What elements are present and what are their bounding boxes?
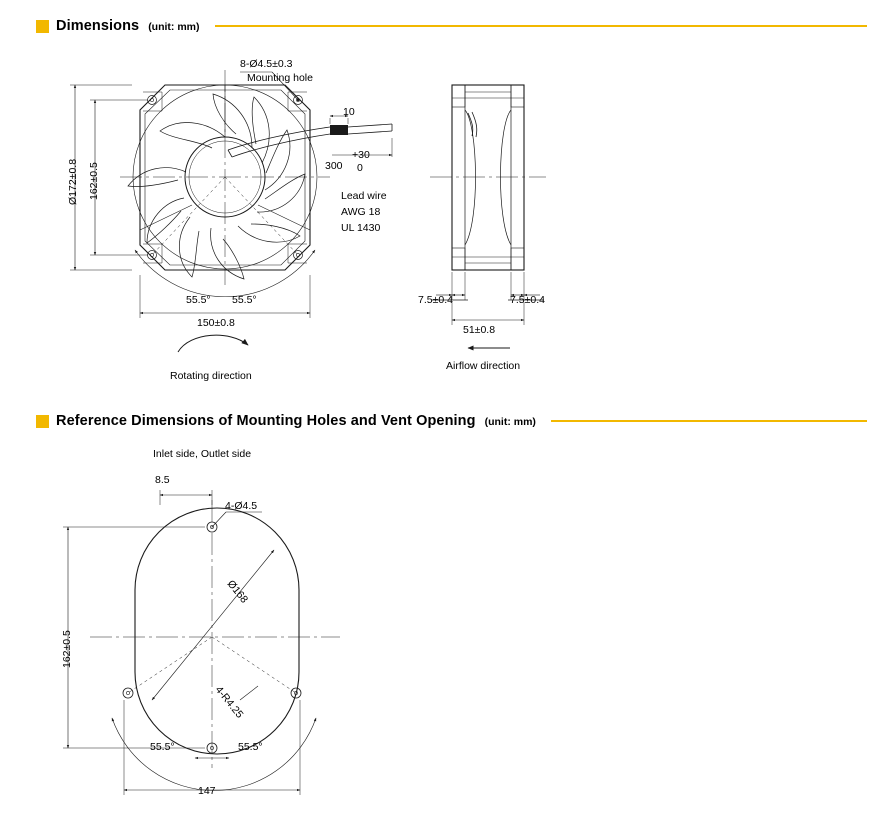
label-mount-height-162: 162±0.5 [61,630,73,668]
label-mount-angle-right: 55.5° [238,741,263,753]
label-lead-ul: UL 1430 [341,222,381,234]
label-mounting-hole-4: 4-Ø4.5 [225,500,258,512]
fan-side-view [430,85,546,270]
rotating-direction-arrow [178,335,248,352]
label-lead-tol-minus: 0 [357,162,363,174]
section-title: Dimensions [56,18,140,34]
label-height-162: 162±0.5 [88,162,100,200]
fan-front-view [120,70,330,285]
section-unit-note: (unit: mm) [484,416,536,428]
section-title: Reference Dimensions of Mounting Holes and Vent Opening [56,413,476,429]
label-lead-length: 300 [325,160,343,172]
label-rotating-direction: Rotating direction [170,370,252,382]
vent-opening-view [90,500,340,768]
label-inlet-outlet-side: Inlet side, Outlet side [153,448,252,460]
label-mounting-hole-callout: 8-Ø4.5±0.3 [240,58,293,70]
label-flange-right: 7.5±0.4 [510,294,545,306]
label-lead-tol-plus: +30 [352,149,370,161]
label-lead-connector-length: 10 [343,106,355,118]
label-flange-left: 7.5±0.4 [418,294,453,306]
section-header-dimensions [36,18,867,34]
dim-mounting-view [63,490,316,795]
section-divider-rule [551,420,867,423]
label-lead-awg: AWG 18 [341,206,381,218]
dim-outer-diameter [70,85,132,270]
label-mount-angle-left: 55.5° [150,741,175,753]
section-header-mounting [36,413,867,429]
section-marker-icon [36,20,49,33]
label-mounting-hole-note: Mounting hole [247,72,313,84]
label-width-150: 150±0.8 [197,317,235,329]
label-offset-8-5: 8.5 [155,474,170,486]
label-lead-wire: Lead wire [341,190,387,202]
label-angle-right: 55.5° [232,294,257,306]
label-bore-diameter: Ø168 [224,578,251,606]
label-angle-left: 55.5° [186,294,211,306]
label-corner-radius: 4-R4.25 [212,684,246,721]
label-outer-diameter: Ø172±0.8 [67,158,79,205]
dim-width-150 [140,275,310,318]
label-depth-51: 51±0.8 [463,324,496,336]
dim-angles [135,177,315,297]
section-unit-note: (unit: mm) [148,21,200,33]
section-divider-rule [215,25,867,28]
section-marker-icon [36,415,49,428]
label-mount-width-147: 147 [198,785,216,797]
label-airflow-direction: Airflow direction [446,360,521,372]
